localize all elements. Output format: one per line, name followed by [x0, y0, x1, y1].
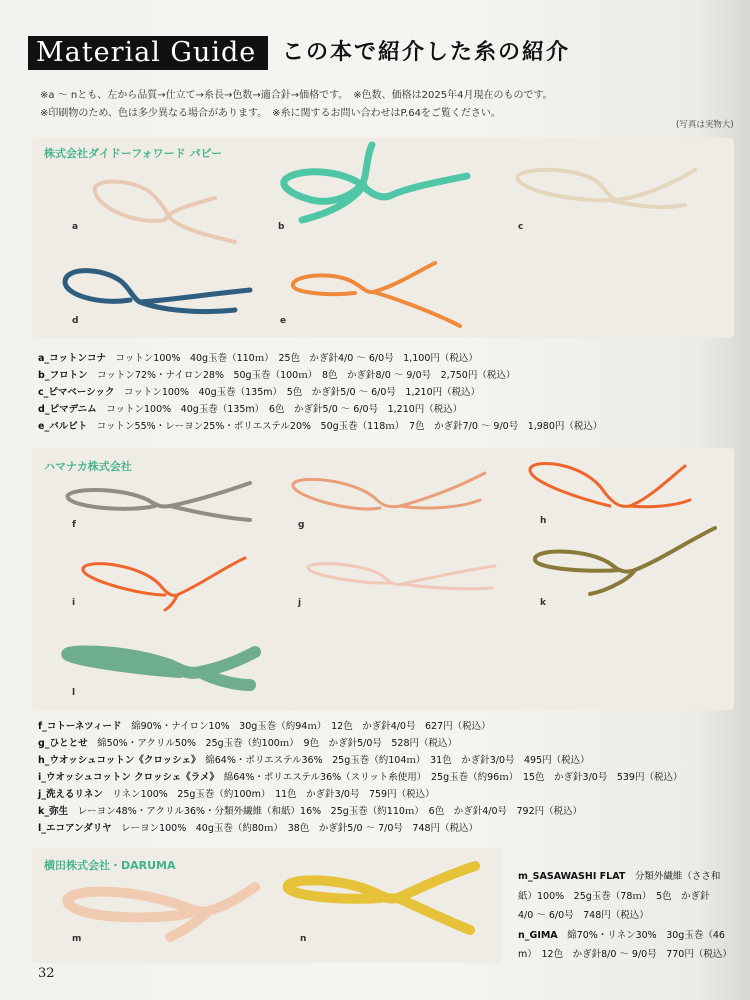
yarn-label-h: h	[540, 516, 547, 526]
title-english: Material Guide	[28, 36, 268, 70]
yarn-c-strand	[517, 170, 695, 207]
yarn-spec-h: h_ウオッシュコットン《クロッシェ》 綿64%・ポリエステル36% 25g玉巻（約104ｍ） 31色 かぎ針3/0号 495円（税込）	[38, 755, 590, 766]
note-line-1: ※a ～ nとも、左から品質→仕立て→糸長→色数→適合針→価格です。 ※色数、価格は2025年4月現在のものです。	[40, 90, 553, 101]
note-line-2: ※印刷物のため、色は多少異なる場合があります。 ※糸に関するお問い合わせはP.64をご覧ください。	[40, 108, 501, 119]
yarn-f-strand	[68, 483, 250, 520]
yarn-sample-d	[60, 260, 260, 320]
yarn-spec-m-line3: 4/0 ～ 6/0号 748円（税込）	[518, 910, 649, 921]
yarn-label-c: c	[518, 222, 524, 232]
yarn-spec-m-line2: 紙）100% 25g玉巻（78ｍ） 5色 かぎ針	[518, 891, 710, 902]
yarn-spec-l: l_エコアンダリヤ レーヨン100% 40g玉巻（約80ｍ） 38色 かぎ針5/0 ～ 7/0号 748円（税込）	[38, 823, 479, 834]
photo-scale-note: (写真は実物大)	[676, 120, 734, 130]
yarn-spec-f: f_コトーネツィード 綿90%・ナイロン10% 30g玉巻（約94ｍ） 12色 かぎ針4/0号 627円（税込）	[38, 721, 491, 732]
yarn-spec-a: a_コットンコナ コットン100% 40g玉巻（110ｍ） 25色 かぎ針4/0 ～ 6/0号 1,100円（税込）	[38, 353, 478, 364]
yarn-spec-b: b_フロトン コットン72%・ナイロン28% 50g玉巻（100ｍ） 8色 かぎ針8/0 ～ 9/0号 2,750円（税込）	[38, 370, 516, 381]
yarn-sample-k	[530, 520, 725, 595]
yarn-spec-n-line1: n_GIMA 綿70%・リネン30% 30g玉巻（46	[518, 930, 725, 941]
yarn-j-strand	[308, 564, 495, 589]
yarn-label-j: j	[298, 598, 302, 608]
yarn-sample-e	[285, 258, 475, 333]
yarn-label-i: i	[72, 598, 76, 608]
yarn-sample-f	[60, 478, 260, 528]
yarn-h-strand	[530, 464, 690, 507]
yarn-a-strand	[95, 182, 235, 243]
yarn-label-n: n	[300, 934, 307, 944]
page-number: 32	[38, 966, 55, 981]
yarn-g-strand	[293, 473, 485, 509]
title-japanese: この本で紹介した糸の紹介	[282, 40, 571, 65]
yarn-label-b: b	[278, 222, 285, 232]
yarn-spec-j: j_洗えるリネン リネン100% 25g玉巻（約100m） 11色 かぎ針3/0号 759円（税込）	[38, 789, 435, 800]
yarn-spec-m-line1: m_SASAWASHI FLAT 分類外繊維（ささ和	[518, 871, 721, 882]
yarn-sample-m	[60, 865, 260, 945]
yarn-sample-h	[525, 458, 695, 518]
yarn-sample-j	[300, 558, 500, 598]
yarn-label-k: k	[540, 598, 546, 608]
yarn-e-strand	[293, 263, 460, 326]
yarn-sample-g	[285, 468, 495, 528]
yarn-spec-n-line2: m） 12色 かぎ針8/0 ～ 9/0号 770円（税込）	[518, 949, 732, 960]
manufacturer-daruma: 横田株式会社・DARUMA	[44, 859, 176, 872]
yarn-sample-a	[70, 170, 240, 240]
yarn-label-e: e	[280, 316, 287, 326]
yarn-spec-c: c_ピマベーシック コットン100% 40g玉巻（135m） 5色 かぎ針5/0 ～ 6/0号 1,210円（税込）	[38, 387, 481, 398]
yarn-label-g: g	[298, 520, 305, 530]
manufacturer-hamanaka: ハマナカ株式会社	[44, 460, 132, 473]
yarn-sample-i	[75, 555, 255, 610]
yarn-label-a: a	[72, 222, 79, 232]
yarn-k-strand	[535, 528, 715, 594]
yarn-sample-l	[60, 640, 260, 700]
yarn-i-strand	[83, 558, 245, 610]
yarn-label-m: m	[72, 934, 82, 944]
yarn-sample-n	[280, 858, 490, 943]
manufacturer-daido: 株式会社ダイドーフォワード パピー	[44, 147, 223, 160]
yarn-spec-i: i_ウオッシュコットン クロッシェ《ラメ》 綿64%・ポリエステル36%（スリット糸使用） 25g玉巻（約96ｍ） 15色 かぎ針3/0号 539円（税込）	[38, 772, 683, 783]
yarn-spec-d: d_ピマデニム コットン100% 40g玉巻（135m） 6色 かぎ針5/0 ～ 6/0号 1,210円（税込）	[38, 404, 463, 415]
yarn-label-d: d	[72, 316, 79, 326]
yarn-m-strand	[67, 887, 255, 937]
yarn-l-strand	[67, 651, 255, 685]
yarn-d-strand	[65, 271, 250, 312]
yarn-sample-c	[510, 160, 710, 220]
yarn-spec-g: g_ひととせ 綿50%・アクリル50% 25g玉巻（約100ｍ） 9色 かぎ針5/0号 528円（税込）	[38, 738, 458, 749]
yarn-sample-b	[272, 140, 472, 230]
yarn-spec-e: e_バルビト コットン55%・レーヨン25%・ポリエステル20% 50g玉巻（118ｍ） 7色 かぎ針7/0 ～ 9/0号 1,980円（税込）	[38, 421, 603, 432]
yarn-n-strand	[288, 866, 475, 930]
yarn-label-l: l	[72, 688, 76, 698]
yarn-b-strand	[284, 145, 467, 220]
yarn-label-f: f	[72, 520, 76, 530]
yarn-spec-k: k_弥生 レーヨン48%・アクリル36%・分類外繊維（和紙）16% 25g玉巻（約110ｍ） 6色 かぎ針4/0号 792円（税込）	[38, 806, 583, 817]
